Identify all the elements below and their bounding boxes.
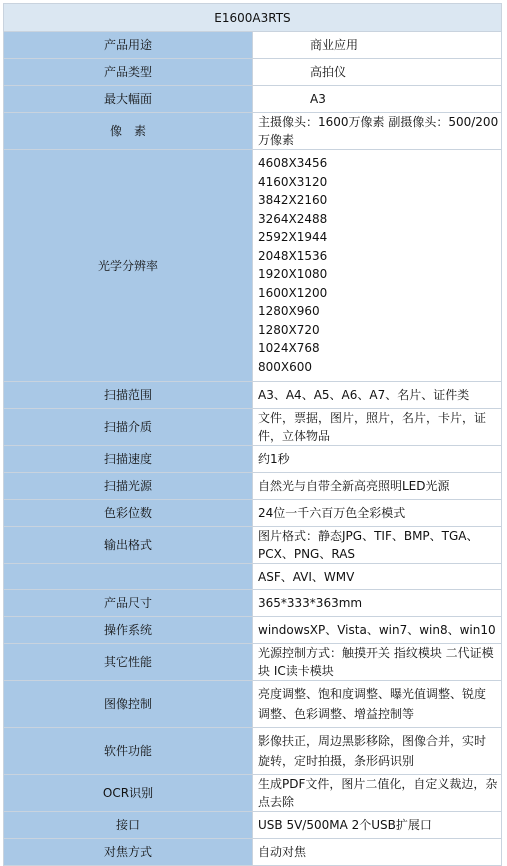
spec-value: 图片格式：静态JPG、TIF、BMP、TGA、PCX、PNG、RAS <box>253 527 502 564</box>
resolution-item: 1920X1080 <box>258 267 328 281</box>
spec-label: 扫描范围 <box>4 382 253 409</box>
spec-value: A3、A4、A5、A6、A7、名片、证件类 <box>253 382 502 409</box>
spec-table <box>3 3 502 866</box>
spec-label: 软件功能 <box>4 728 253 775</box>
spec-row-focus <box>4 839 502 866</box>
spec-row-color-depth <box>4 500 502 527</box>
spec-label: 扫描介质 <box>4 409 253 446</box>
resolution-item: 1024X768 <box>258 341 320 355</box>
spec-value: 主摄像头：1600万像素 副摄像头：500/200万像素 <box>253 113 502 150</box>
spec-value: 光源控制方式：触摸开关 指纹模块 二代证模块 IC读卡模块 <box>253 644 502 681</box>
spec-value: 文件，票据，图片，照片，名片，卡片，证件，立体物品 <box>253 409 502 446</box>
spec-row-output-format <box>4 527 502 564</box>
resolution-item: 2592X1944 <box>258 230 328 244</box>
spec-label: 接口 <box>4 812 253 839</box>
spec-label: 对焦方式 <box>4 839 253 866</box>
spec-label: 操作系统 <box>4 617 253 644</box>
spec-value: 高拍仪 <box>253 59 502 86</box>
spec-label: OCR识别 <box>4 775 253 812</box>
resolution-item: 1280X960 <box>258 304 320 318</box>
spec-label: 产品用途 <box>4 32 253 59</box>
resolution-item: 1600X1200 <box>258 285 328 300</box>
spec-row-interface <box>4 812 502 839</box>
spec-row-software <box>4 728 502 775</box>
resolution-item: 4608X3456 <box>258 156 328 170</box>
resolution-item: 3842X2160 <box>258 193 328 207</box>
spec-row-ocr <box>4 775 502 812</box>
spec-row-scan-media <box>4 409 502 446</box>
spec-row-type <box>4 59 502 86</box>
spec-value: 365*333*363mm <box>253 590 502 617</box>
spec-label: 扫描光源 <box>4 473 253 500</box>
spec-value: 自然光与自带全新高亮照明LED光源 <box>253 473 502 500</box>
spec-row-scan-speed <box>4 446 502 473</box>
spec-row-scan-range <box>4 382 502 409</box>
spec-value: A3 <box>253 86 502 113</box>
spec-row-other-features <box>4 644 502 681</box>
spec-value: ASF、AVI、WMV <box>253 564 502 590</box>
resolution-item: 2048X1536 <box>258 248 328 263</box>
spec-row-image-control <box>4 681 502 728</box>
resolution-item: 3264X2488 <box>258 211 328 226</box>
spec-row-dimensions <box>4 590 502 617</box>
spec-label: 扫描速度 <box>4 446 253 473</box>
spec-value: 生成PDF文件，图片二值化，自定义裁边，杂点去除 <box>253 775 502 812</box>
resolution-item: 800X600 <box>258 359 313 374</box>
spec-label: 光学分辨率 <box>4 150 253 382</box>
spec-value: 亮度调整、饱和度调整、曝光值调整、锐度调整、色彩调整、增益控制等 <box>253 681 502 728</box>
title-row <box>4 4 502 32</box>
spec-label: 输出格式 <box>4 527 253 564</box>
spec-label: 色彩位数 <box>4 500 253 527</box>
resolution-list <box>253 150 502 382</box>
spec-row-output-format-video <box>4 564 502 590</box>
product-model-title: E1600A3RTS <box>4 4 502 32</box>
spec-label: 最大幅面 <box>4 86 253 113</box>
spec-label: 图像控制 <box>4 681 253 728</box>
spec-row-usage <box>4 32 502 59</box>
spec-row-light-source <box>4 473 502 500</box>
resolution-item: 4160X3120 <box>258 174 328 189</box>
spec-label-empty <box>4 564 253 590</box>
resolution-item: 1280X720 <box>258 322 320 337</box>
spec-value: 商业应用 <box>253 32 502 59</box>
spec-row-optical-resolution <box>4 150 502 382</box>
spec-value: 24位一千六百万色全彩模式 <box>253 500 502 527</box>
spec-value: 约1秒 <box>253 446 502 473</box>
spec-label: 其它性能 <box>4 644 253 681</box>
spec-row-os <box>4 617 502 644</box>
spec-label: 产品尺寸 <box>4 590 253 617</box>
spec-row-max-size <box>4 86 502 113</box>
spec-value: windowsXP、Vista、win7、win8、win10 <box>253 617 502 644</box>
spec-value: 自动对焦 <box>253 839 502 866</box>
spec-label: 产品类型 <box>4 59 253 86</box>
spec-value: USB 5V/500MA 2个USB扩展口 <box>253 812 502 839</box>
spec-label: 像 素 <box>4 113 253 150</box>
spec-row-pixels <box>4 113 502 150</box>
spec-value: 影像扶正，周边黑影移除，图像合并，实时旋转，定时拍摄，条形码识别 <box>253 728 502 775</box>
